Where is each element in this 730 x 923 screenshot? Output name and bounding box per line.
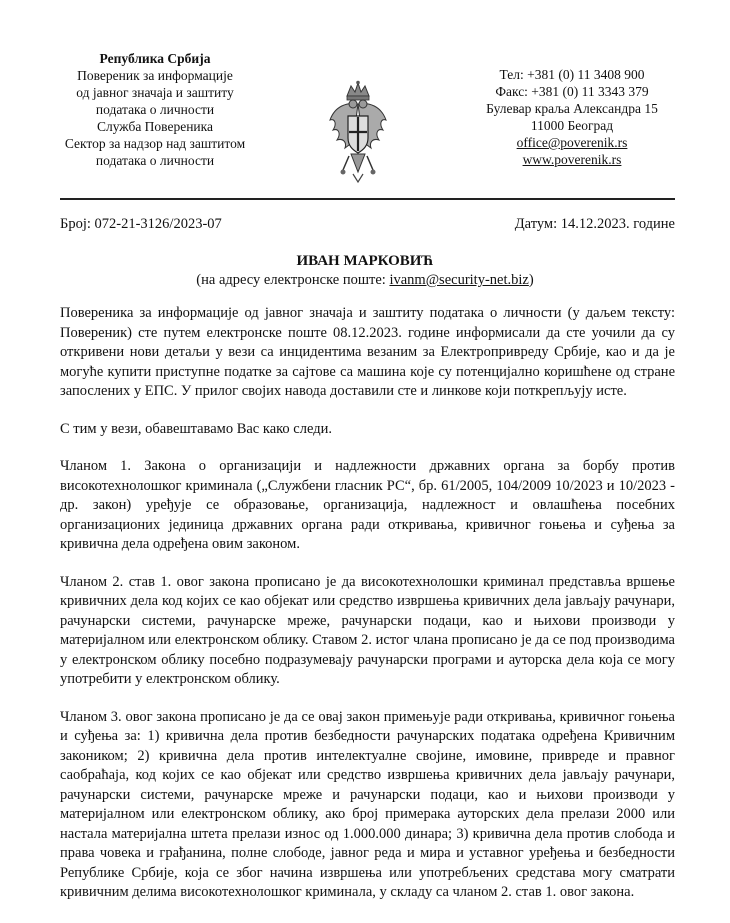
body-paragraph: С тим у вези, обавештавамо Вас како следи. xyxy=(60,420,332,437)
website-link[interactable]: www.poverenik.rs xyxy=(522,152,622,167)
recipient-email-line xyxy=(0,271,730,290)
recipient-name: ИВАН МАРКОВИЋ xyxy=(296,253,434,269)
sender-block xyxy=(40,50,270,169)
sender-line: Повереник за информације xyxy=(77,68,233,83)
sender-line: Сектор за надзор над заштитом xyxy=(64,136,246,151)
body-paragraph: Повереника за информације од јавног значаја и заштиту података о личности (у даљем тексту: Повереник) сте путем електронске поште 08.12.2023. године информисали да сте уочили да су откривени нови детаљи у вези са инцидентима везаним за Електропривреду Србије, као и да је могуће купити приступне податке за сајтове са машина које су потенцијално коришћене од стране запослених у ЕПС. У прилог својих навода доставили сте и линкове који поткрепљују исте. xyxy=(60,305,675,399)
street-text: Булевар краља Александра 15 xyxy=(486,101,658,116)
recipient-email-link[interactable]: ivanm@security-net.biz xyxy=(389,272,529,288)
sender-line: података о личности xyxy=(95,153,215,168)
recipient-email-prefix: (на адресу електронске поште: xyxy=(196,272,390,288)
recipient-email-suffix: ) xyxy=(528,272,534,288)
fax-text: Факс: +381 (0) 11 3343 379 xyxy=(495,84,649,99)
phone-text: Тел: +381 (0) 11 3408 900 xyxy=(499,67,645,82)
sender-line: података о личности xyxy=(95,102,215,117)
sender-line: од јавног значаја и заштиту xyxy=(76,85,234,100)
header-divider xyxy=(60,198,675,200)
letter-body xyxy=(60,304,675,921)
sender-country: Република Србија xyxy=(99,51,211,66)
coat-of-arms-icon xyxy=(327,80,389,184)
email-link[interactable]: office@poverenik.rs xyxy=(516,135,628,150)
reference-number: Број: 072-21-3126/2023-07 xyxy=(60,216,222,232)
recipient-block xyxy=(0,252,730,290)
letter-date: Датум: 14.12.2023. године xyxy=(514,216,675,232)
sender-line: Служба Повереника xyxy=(96,119,214,134)
body-paragraph: Чланом 3. овог закона прописано је да се овај закон примењује ради откривања, кривичног гоњења и суђења за: 1) кривична дела против безбедности рачунарских података одређена Кривичним закоником; 2) кривична дела против интелектуалне својине, имовине, привреде и правног саобраћаја, код којих се као објекат или средство извршења кривичних дела јављају рачунари, рачунарски системи, рачунарске мреже и рачунарски подаци, као и њихови производи у материјалном или електронском облику, ако број примерака ауторских дела прелази 2000 или настала материјална штета прелази износ од 1.000.000 динара; 3) кривична дела против слобода и права човека и грађанина, полне слободе, јавног реда и мира и уставног уређења и безбедности Републике Србије, која се због начина извршења или употребљених средстава могу сматрати кривичним делима високотехнолошког криминала, у складу са чланом 2. став 1. овог закона. xyxy=(60,708,675,900)
body-paragraph: Чланом 2. став 1. овог закона прописано је да високотехнолошки криминал представља вршење кривичних дела код којих се као објекат или средство извршења кривичних дела јављају рачунари, рачунарски системи, рачунарске мреже, рачунарски подаци, као и њихови производи у материјалном или електронском облику. Ставом 2. истог члана прописано је да се под производима у електронском облику посебно подразумевају рачунарски програми и ауторска дела која се могу употребити у електронском облику. xyxy=(60,573,675,687)
city-text: 11000 Београд xyxy=(530,118,614,133)
body-paragraph: Чланом 1. Закона о организацији и надлежности државних органа за борбу против високотехнолошког криминала („Службени гласник РС“, бр. 61/2005, 104/2009 10/2023 и 10/2023 - др. закон) уређује се образовање, организација, надлежност и овлашћења посебних организационих јединица државних органа ради откривања, кривичног гоњења и суђења за кривична дела одређена овим законом. xyxy=(60,458,675,552)
contact-block xyxy=(466,66,678,168)
